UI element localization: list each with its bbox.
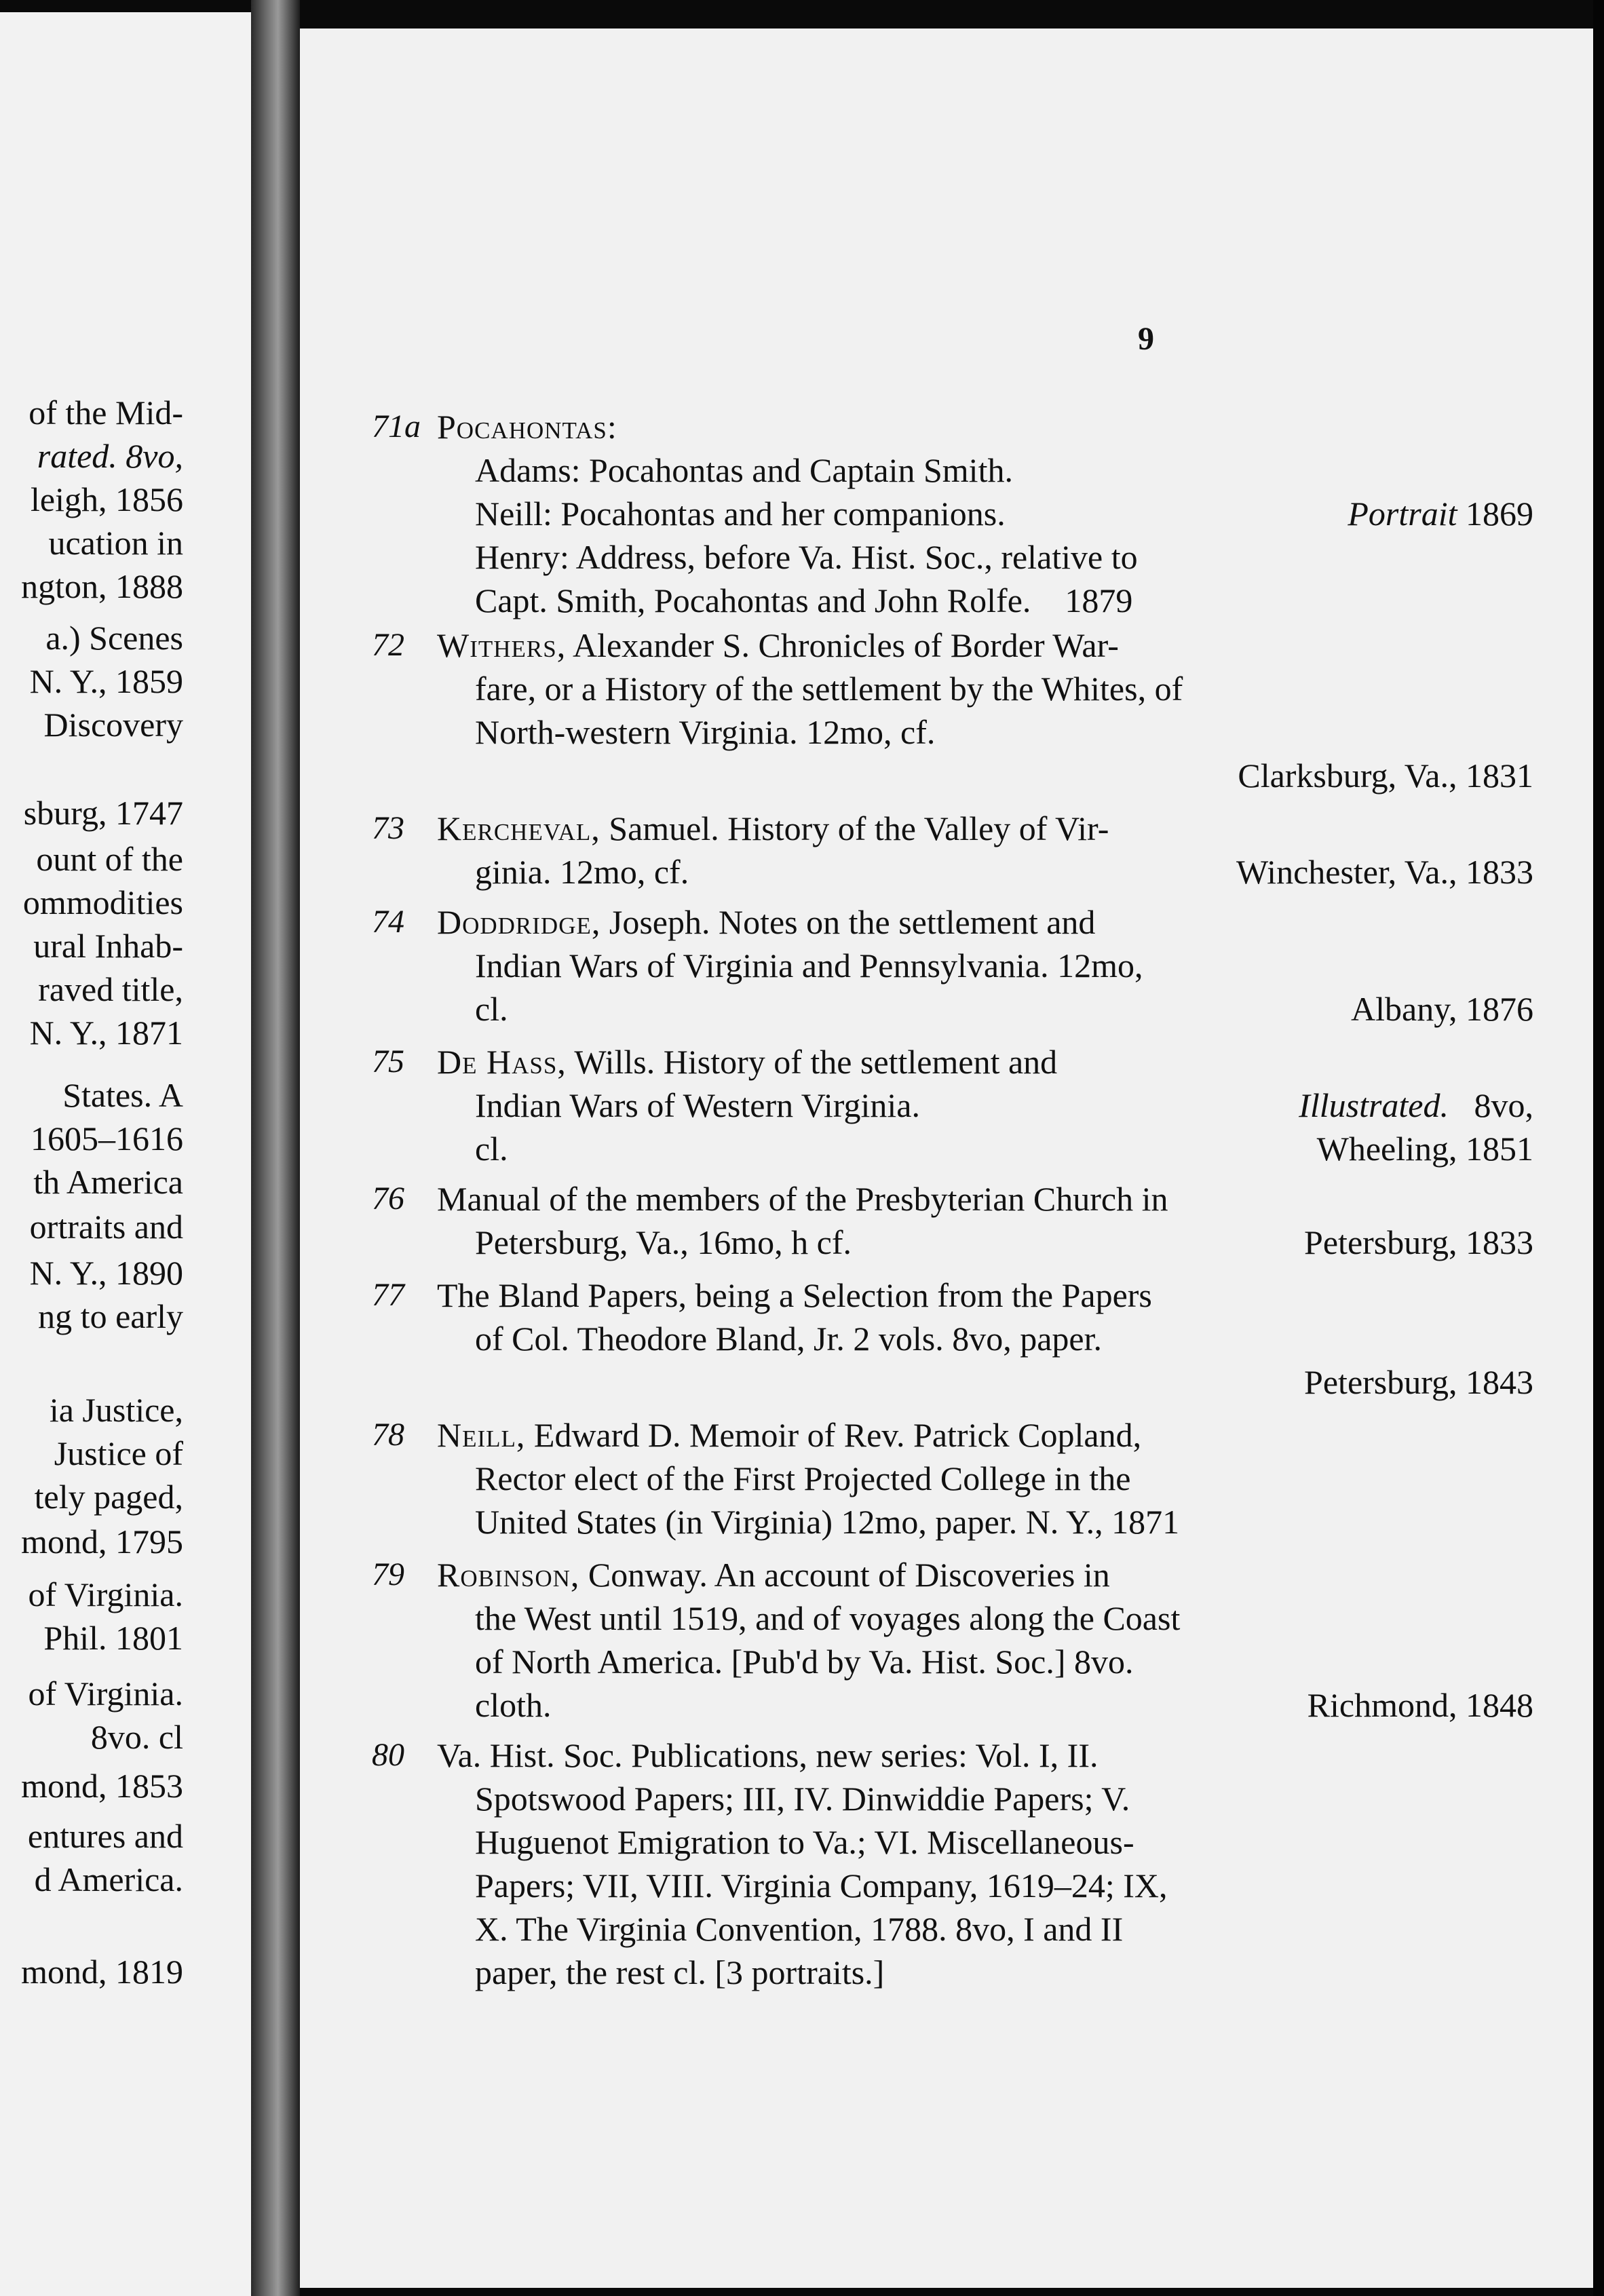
entry-number: 74 [372, 904, 404, 940]
left-fragment: mond, 1819 [21, 1953, 183, 1991]
entry-line [475, 578, 1132, 623]
entry-imprint: Petersburg, 1833 [1304, 1223, 1533, 1261]
left-fragment: N. Y., 1871 [29, 1014, 183, 1052]
entry-illustration-note: Illustrated. [1299, 1086, 1449, 1124]
entry-line-text: Samuel. History of the Valley of Vir- [609, 809, 1109, 847]
entry-line: Petersburg, Va., 16mo, h cf. [475, 1223, 852, 1261]
left-fragment: ng to early [38, 1297, 183, 1335]
entry-line: Va. Hist. Soc. Publications, new series: Vol. I, II. [437, 1736, 1099, 1774]
left-fragment: raved title, [38, 970, 183, 1008]
left-fragment: N. Y., 1859 [29, 662, 183, 700]
entry-line: of North America. [Pub'd by Va. Hist. Soc.] 8vo. [475, 1643, 1134, 1681]
entry-imprint [1299, 1083, 1533, 1128]
left-fragment: Justice of [54, 1434, 183, 1472]
entry-line: paper, the rest cl. [3 portraits.] [475, 1953, 885, 1991]
left-fragment: leigh, 1856 [31, 480, 183, 518]
entry-line-text: Capt. Smith, Pocahontas and John Rolfe. [475, 581, 1031, 619]
entry-line [437, 806, 1109, 851]
entry-line: cloth. [475, 1686, 552, 1724]
entry-line: X. The Virginia Convention, 1788. 8vo, I and II [475, 1910, 1124, 1948]
entry-line: ginia. 12mo, cf. [475, 853, 689, 891]
entry-line: cl. [475, 990, 508, 1028]
entry-line-text: Neill: Pocahontas and her companions. [475, 495, 1006, 533]
entry-line: Papers; VII, VIII. Virginia Company, 1619–24; IX, [475, 1867, 1168, 1905]
entry-line: Henry: Address, before Va. Hist. Soc., relative to [475, 538, 1138, 576]
entry-year: 1879 [1065, 581, 1133, 619]
entry-line: Rector elect of the First Projected College in the [475, 1459, 1131, 1497]
left-fragment: Phil. 1801 [43, 1619, 183, 1657]
entry-year: 1869 [1466, 495, 1533, 533]
left-fragment: of Virginia. [28, 1675, 183, 1713]
page-number: 9 [1138, 321, 1154, 357]
entry-line: Adams: Pocahontas and Captain Smith. [475, 451, 1013, 489]
entry-author: Neill, [437, 1416, 526, 1454]
left-fragment: States. A [62, 1076, 183, 1114]
entry-imprint [1348, 491, 1533, 536]
entry-imprint: Richmond, 1848 [1307, 1686, 1533, 1724]
entry-line [437, 1039, 1057, 1084]
left-fragment: ortraits and [29, 1208, 183, 1246]
left-fragment: tely paged, [34, 1478, 183, 1516]
left-page [0, 12, 251, 2296]
entry-author: Withers, [437, 626, 567, 664]
left-fragment: ia Justice, [49, 1391, 183, 1429]
entry-number: 73 [372, 810, 404, 846]
entry-line: The Bland Papers, being a Selection from the Papers [437, 1276, 1152, 1314]
left-fragment: mond, 1795 [21, 1523, 183, 1561]
entry-line-text: Wills. History of the settlement and [574, 1043, 1058, 1081]
entry-author: Kercheval, [437, 809, 600, 847]
entry-line: North-western Virginia. 12mo, cf. [475, 713, 936, 751]
left-fragment: d America. [34, 1860, 183, 1898]
entry-line: fare, or a History of the settlement by the Whites, of [475, 670, 1183, 708]
book-gutter [251, 0, 300, 2296]
page-edge-shadow [1593, 0, 1604, 2296]
entry-number: 78 [372, 1417, 404, 1453]
left-fragment: th America [33, 1163, 183, 1201]
entry-line-text: Alexander S. Chronicles of Border War- [572, 626, 1119, 664]
entry-imprint: Albany, 1876 [1351, 990, 1533, 1028]
entry-line-text: Conway. An account of Discoveries in [588, 1556, 1110, 1594]
left-fragment: ucation in [48, 524, 183, 562]
entry-line-text: Joseph. Notes on the settlement and [609, 903, 1096, 941]
left-fragment: of Virginia. [28, 1575, 183, 1613]
entry-number: 80 [372, 1737, 404, 1773]
entry-number: 77 [372, 1277, 404, 1313]
entry-author: Robinson, [437, 1556, 580, 1594]
entry-number: 76 [372, 1181, 404, 1217]
entry-format: 8vo, [1474, 1086, 1533, 1124]
entry-line: cl. [475, 1130, 508, 1168]
entry-line: Spotswood Papers; III, IV. Dinwiddie Papers; V. [475, 1780, 1130, 1818]
entry-line: Huguenot Emigration to Va.; VI. Miscellaneous- [475, 1823, 1134, 1861]
left-fragment: sburg, 1747 [23, 794, 183, 832]
entry-number: 71a [372, 408, 421, 444]
entry-line: Indian Wars of Western Virginia. [475, 1086, 920, 1124]
left-fragment: rated. 8vo, [37, 437, 183, 475]
left-fragment: a.) Scenes [45, 619, 183, 657]
entry-imprint: Wheeling, 1851 [1316, 1130, 1533, 1168]
left-fragment: Discovery [43, 706, 183, 744]
left-fragment: ommodities [22, 883, 183, 921]
entry-line: Indian Wars of Virginia and Pennsylvania. 12mo, [475, 946, 1143, 984]
left-fragment: ount of the [36, 840, 183, 878]
left-fragment: ural Inhab- [33, 927, 183, 965]
entry-line [437, 1552, 1110, 1597]
entry-imprint: Clarksburg, Va., 1831 [1238, 757, 1533, 795]
left-fragment: 8vo. cl [90, 1718, 183, 1756]
entry-line: of Col. Theodore Bland, Jr. 2 vols. 8vo, paper. [475, 1320, 1102, 1358]
entry-heading: Pocahontas: [437, 408, 617, 446]
entry-line [475, 491, 1006, 536]
entry-line [437, 623, 1119, 668]
entry-illustration-note: Portrait [1348, 495, 1457, 533]
entry-line: Manual of the members of the Presbyterian Church in [437, 1180, 1168, 1218]
entry-line: United States (in Virginia) 12mo, paper. N. Y., 1871 [475, 1503, 1180, 1541]
left-fragment: 1605–1616 [31, 1120, 183, 1157]
entry-author: Doddridge, [437, 903, 601, 941]
left-fragment: ngton, 1888 [21, 567, 183, 605]
entry-number: 79 [372, 1556, 404, 1592]
entry-author: De Hass, [437, 1043, 567, 1081]
entry-imprint: Petersburg, 1843 [1304, 1363, 1533, 1401]
entry-line: the West until 1519, and of voyages along the Coast [475, 1599, 1181, 1637]
entry-line [437, 1413, 1141, 1457]
left-fragment: entures and [27, 1817, 183, 1855]
entry-number: 75 [372, 1044, 404, 1079]
right-page [300, 28, 1593, 2288]
entry-number: 72 [372, 627, 404, 663]
entry-imprint: Winchester, Va., 1833 [1236, 853, 1533, 891]
left-fragment: of the Mid- [28, 394, 183, 432]
entry-line [437, 900, 1095, 944]
entry-line-text: Edward D. Memoir of Rev. Patrick Copland, [533, 1416, 1142, 1454]
left-fragment: mond, 1853 [21, 1767, 183, 1805]
left-fragment: N. Y., 1890 [29, 1254, 183, 1292]
